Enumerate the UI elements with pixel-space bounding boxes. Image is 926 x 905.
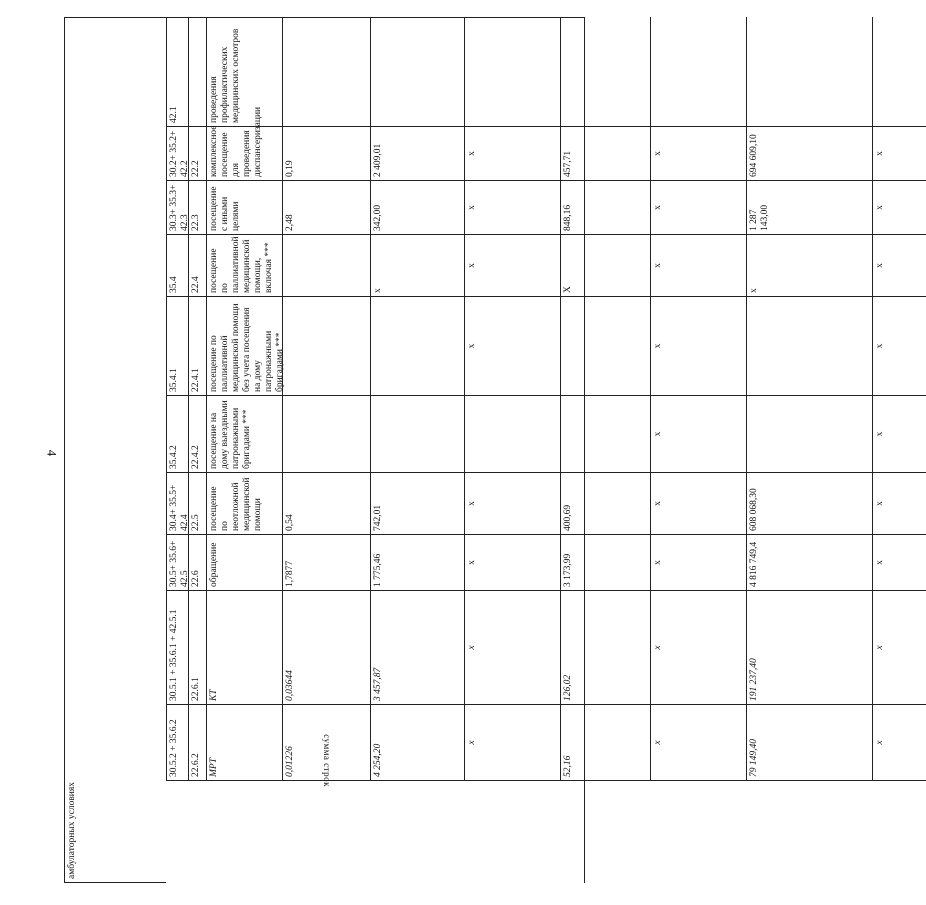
cell-text: 22.4 xyxy=(191,276,201,293)
row-6-line xyxy=(166,473,188,535)
row-6-v6 xyxy=(746,473,872,535)
row-3-code xyxy=(188,235,206,297)
cell-text: 22.4.1 xyxy=(191,368,201,392)
row-5-name xyxy=(206,396,282,473)
cell-text: х xyxy=(467,151,477,156)
row-7-v1 xyxy=(282,535,370,591)
cell-text: 3 173,99 xyxy=(563,553,573,587)
row-6-v5 xyxy=(650,473,746,535)
row-9-line xyxy=(166,705,188,781)
row-9-v6 xyxy=(746,705,872,781)
section-cell xyxy=(64,17,144,883)
cell-text: 35.4.2 xyxy=(169,445,179,469)
row-1-v6 xyxy=(746,127,872,181)
row-2-name xyxy=(206,181,282,235)
cell-text: х xyxy=(875,205,885,210)
row-6-v1 xyxy=(282,473,370,535)
cell-text: х xyxy=(467,740,477,745)
row-2-v5 xyxy=(650,181,746,235)
cell-text: 2 409,01 xyxy=(373,143,383,177)
cell-text: х xyxy=(653,151,663,156)
section-label: амбулаторных условиях xyxy=(67,781,77,879)
cell-text: 3 457,87 xyxy=(373,667,383,701)
cell-text: 0,54 xyxy=(285,514,295,531)
cell-text: х xyxy=(467,560,477,565)
row-0-v1 xyxy=(282,17,370,127)
row-4-v7 xyxy=(872,297,926,396)
cell-text: посещение по паллиативной медицинской помощи без учета посещения на дому патронажными бригадами *** xyxy=(209,303,285,392)
cell-text: 42.1 xyxy=(169,106,179,123)
rotated-table xyxy=(64,17,885,883)
row-8-v1 xyxy=(282,591,370,705)
row-6-code xyxy=(188,473,206,535)
row-4-v4 xyxy=(560,297,650,396)
row-7-line xyxy=(166,535,188,591)
row-3-v1 xyxy=(282,235,370,297)
row-6-name xyxy=(206,473,282,535)
cell-text: 0,01226 xyxy=(285,746,295,777)
cell-text: 30.5.2 + 35.6.2 xyxy=(169,719,179,777)
cell-text: 22.6 xyxy=(191,570,201,587)
cell-text: 848,16 xyxy=(563,204,573,231)
cell-text: 4 254,20 xyxy=(373,743,383,777)
cell-text: х xyxy=(875,740,885,745)
row-2-v6 xyxy=(746,181,872,235)
cell-text: х xyxy=(373,288,383,293)
cell-text: 457,71 xyxy=(563,150,573,177)
cell-text: 608 068,30 xyxy=(749,488,759,531)
row-6-v7 xyxy=(872,473,926,535)
cell-text: 30.5+ 35.6+ 42.5 xyxy=(169,540,190,587)
cell-text: посещение с иными целями xyxy=(209,186,241,231)
cell-text: Х xyxy=(563,286,573,293)
cell-text: 22.4.2 xyxy=(191,445,201,469)
row-2-line xyxy=(166,181,188,235)
cell-text: х xyxy=(875,645,885,650)
row-8-v5 xyxy=(650,591,746,705)
row-1-v4 xyxy=(560,127,650,181)
cell-text: 1 287 143,00 xyxy=(749,204,770,231)
cell-text: 79 149,40 xyxy=(749,739,759,777)
cell-text: 30.4+ 35.5+ 42.4 xyxy=(169,484,190,531)
row-9-v2 xyxy=(370,705,464,781)
sum-label: сумма строк xyxy=(322,734,332,787)
cell-text: х xyxy=(467,501,477,506)
cell-text: посещение на дому выездными патронажными бригадами *** xyxy=(209,400,252,469)
cell-text: х xyxy=(875,343,885,349)
cell-text: х xyxy=(653,645,663,650)
row-7-v6 xyxy=(746,535,872,591)
cell-text: 0,19 xyxy=(285,160,295,177)
spacer-row xyxy=(144,17,166,883)
row-9-v5 xyxy=(650,705,746,781)
cell-text: х xyxy=(467,205,477,210)
row-4-v1 xyxy=(282,297,370,396)
cell-text: х xyxy=(653,501,663,506)
row-3-line xyxy=(166,235,188,297)
cell-text: 22.3 xyxy=(191,214,201,231)
row-4-name xyxy=(206,297,285,396)
row-2-v4 xyxy=(560,181,650,235)
row-4-v5 xyxy=(650,297,746,396)
row-5-line xyxy=(166,396,188,473)
row-0-v4 xyxy=(560,17,650,127)
row-8-line xyxy=(166,591,188,705)
cell-text: 191 237,40 xyxy=(749,658,759,701)
row-7-v5 xyxy=(650,535,746,591)
row-9-v3 xyxy=(464,705,560,781)
row-6-v3 xyxy=(464,473,560,535)
row-4-line xyxy=(166,297,188,396)
cell-text: х xyxy=(653,431,663,437)
cell-text: х xyxy=(875,431,885,437)
row-8-v7 xyxy=(872,591,926,705)
row-7-name xyxy=(206,535,282,591)
cell-text: х xyxy=(653,205,663,210)
row-9-v1 xyxy=(282,705,370,781)
row-3-v6 xyxy=(746,235,872,297)
row-0-name xyxy=(206,17,282,127)
cell-text: 30.2+ 35.2+ 42.2 xyxy=(169,130,190,177)
cell-text: 35.4.1 xyxy=(169,368,179,392)
row-1-name xyxy=(206,106,282,181)
row-5-v7 xyxy=(872,396,926,473)
cell-text: 742,01 xyxy=(373,504,383,531)
cell-text: комплексное посещение для проведения диспансеризации xyxy=(209,106,263,177)
row-5-v5 xyxy=(650,396,746,473)
row-1-line xyxy=(166,127,188,181)
row-3-v3 xyxy=(464,235,560,297)
row-3-v4 xyxy=(560,235,650,297)
row-7-v3 xyxy=(464,535,560,591)
cell-text: 342,00 xyxy=(373,204,383,231)
cell-text: 4 816 749,4 xyxy=(749,541,759,587)
cell-text: х xyxy=(875,501,885,506)
cell-text: х xyxy=(653,560,663,565)
row-0-v3 xyxy=(464,17,560,127)
cell-text: х xyxy=(875,263,885,268)
row-5-v6 xyxy=(746,396,872,473)
row-9-code xyxy=(188,705,206,781)
cell-text: х xyxy=(653,263,663,268)
row-7-code xyxy=(188,535,206,591)
row-9-v4 xyxy=(560,705,650,781)
cell-text: х xyxy=(653,740,663,745)
row-4-code xyxy=(188,297,206,396)
row-2-v3 xyxy=(464,181,560,235)
cell-text: проведения профилактических медицинских осмотров xyxy=(209,28,241,123)
row-1-v5 xyxy=(650,127,746,181)
cell-text: 400,69 xyxy=(563,504,573,531)
row-3-v7 xyxy=(872,235,926,297)
row-8-name xyxy=(206,591,282,705)
cell-text: х xyxy=(467,263,477,268)
row-6-v4 xyxy=(560,473,650,535)
cell-text: 1 775,46 xyxy=(373,553,383,587)
cell-text: обращение xyxy=(209,542,219,587)
row-0-code xyxy=(188,17,206,127)
cell-text: посещение по неотложной медицинской помощи xyxy=(209,477,263,531)
row-5-v4 xyxy=(560,396,650,473)
row-5-v1 xyxy=(282,396,370,473)
row-4-v2 xyxy=(370,297,464,396)
cell-text: х xyxy=(875,560,885,565)
row-1-code xyxy=(188,127,206,181)
cell-text: МРТ xyxy=(209,758,219,777)
row-0-line xyxy=(166,17,188,127)
row-9-name xyxy=(206,705,282,781)
row-8-v2 xyxy=(370,591,464,705)
row-8-v3 xyxy=(464,591,560,705)
row-5-code xyxy=(188,396,206,473)
cell-text: х xyxy=(467,645,477,650)
row-1-v1 xyxy=(282,127,370,181)
row-7-v2 xyxy=(370,535,464,591)
cell-text: 0,03644 xyxy=(285,670,295,701)
row-4-v6 xyxy=(746,297,872,396)
cell-text: 126,02 xyxy=(563,674,573,701)
row-3-name xyxy=(206,235,282,297)
cell-text: 22.2 xyxy=(191,160,201,177)
row-7-v4 xyxy=(560,535,650,591)
cell-text: 30.3+ 35.3+ 42.3 xyxy=(169,184,190,231)
row-9-v7 xyxy=(872,705,926,781)
cell-text: 1,7877 xyxy=(285,560,295,587)
cell-text: х xyxy=(875,151,885,156)
cell-text: 694 609,10 xyxy=(749,134,759,177)
row-3-v5 xyxy=(650,235,746,297)
cell-text: 52,16 xyxy=(563,755,573,777)
cell-text: 35.4 xyxy=(169,276,179,293)
cell-text: КТ xyxy=(209,689,219,701)
row-2-code xyxy=(188,181,206,235)
row-2-v1 xyxy=(282,181,370,235)
row-0-v7 xyxy=(872,17,926,127)
row-7-v7 xyxy=(872,535,926,591)
row-2-v2 xyxy=(370,181,464,235)
row-2-v7 xyxy=(872,181,926,235)
cell-text: 2,48 xyxy=(285,214,295,231)
cell-text: посещение по паллиативной медицинской помощи, включая *** xyxy=(209,236,274,293)
row-0-v6 xyxy=(746,17,872,127)
cell-text: х xyxy=(467,343,477,349)
row-0-v2 xyxy=(370,17,464,127)
row-1-v3 xyxy=(464,127,560,181)
row-6-v2 xyxy=(370,473,464,535)
page-number: 4 xyxy=(44,449,60,457)
row-1-v2 xyxy=(370,127,464,181)
cell-text: х xyxy=(749,288,759,293)
row-5-v2 xyxy=(370,396,464,473)
row-0-v5 xyxy=(650,17,746,127)
row-4-v3 xyxy=(464,297,560,396)
cell-text: 22.6.1 xyxy=(191,677,201,701)
row-8-v6 xyxy=(746,591,872,705)
row-3-v2 xyxy=(370,235,464,297)
row-8-v4 xyxy=(560,591,650,705)
row-5-v3 xyxy=(464,396,560,473)
row-8-code xyxy=(188,591,206,705)
row-1-v7 xyxy=(872,127,926,181)
cell-text: 22.5 xyxy=(191,514,201,531)
cell-text: х xyxy=(653,343,663,349)
cell-text: 30.5.1 + 35.6.1 + 42.5.1 xyxy=(169,609,179,701)
cell-text: 22.6.2 xyxy=(191,753,201,777)
